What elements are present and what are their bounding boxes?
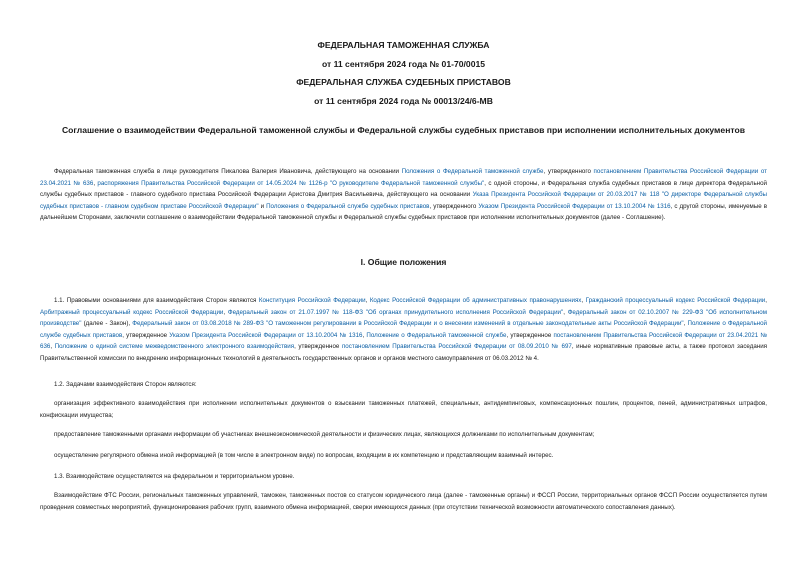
text: ,	[223, 308, 228, 316]
text: ,	[50, 343, 55, 351]
agency-fssp-date-number: от 11 сентября 2024 года № 00013/24/6-МВ	[314, 96, 493, 106]
text: ,	[362, 331, 367, 339]
link-president-decree-118[interactable]: Указа Президента Российской Федерации от 20.03.2017 № 118 "О директоре Федеральной службы судебных приставов - главном судебном приставе Российской Федерации"	[40, 191, 767, 210]
paragraph-1-2-task-2: предоставление таможенными органами информации об участниках внешнеэкономической деятельности и физических лицах, являющихся должниками по исполнительным документам;	[54, 431, 595, 438]
link-president-decree-1316-2[interactable]: Указом Президента Российской Федерации от 13.10.2004 № 1316	[169, 331, 363, 339]
text: и	[258, 202, 267, 210]
text: ,	[683, 320, 688, 328]
paragraph-1-2: 1.2. Задачами взаимодействия Сторон являются:	[54, 381, 197, 388]
link-smev-regulation[interactable]: Положение о единой системе межведомственного электронного взаимодействия	[54, 343, 295, 351]
section-heading-general: I. Общие положения	[360, 257, 447, 267]
link-government-decree-636-2[interactable]: постановлением Правительства Российской Федерации от 23.04.2021 № 636	[40, 331, 767, 351]
text: , утвержденного	[543, 168, 594, 175]
link-apk[interactable]: Арбитражный процессуальный кодекс Российской Федерации	[40, 308, 224, 316]
link-fts-regulation-2[interactable]: Положение о Федеральной таможенной службе	[366, 331, 507, 339]
link-gpk[interactable]: Гражданский процессуальный кодекс Российской Федерации	[585, 297, 766, 304]
text: , утвержденное	[506, 331, 554, 339]
link-fssp-regulation[interactable]: Положения о Федеральной службе судебных приставов	[266, 202, 430, 210]
paragraph-1-3: 1.3. Взаимодействие осуществляется на федеральном и территориальном уровне.	[54, 473, 295, 480]
paragraph-1-2-task-1: организация эффективного взаимодействия при исполнении исполнительных документов о взыскании таможенных платежей, специальных, антидемпинговых, компенсационных пошлин, процентов, пеней, административных штрафов, конфискации имущества;	[40, 400, 767, 419]
text: ,	[765, 297, 767, 304]
agency-fssp-heading: ФЕДЕРАЛЬНАЯ СЛУЖБА СУДЕБНЫХ ПРИСТАВОВ	[296, 77, 511, 87]
paragraph-1-3-detail: Взаимодействие ФТС России, региональных таможенных управлений, таможен, таможенных постов со статусом юридического лица (далее - таможенные органы) и ФССП России, территориальных органов ФССП России осуществляется путем проведения совместных мероприятий, функционирования рабочих групп, взаимного обмена информацией, сверки имеющихся данных (при отсутствии технической возможности автоматического сопоставления данных).	[40, 492, 767, 511]
text: , утвержденное	[122, 331, 170, 339]
document-title: Соглашение о взаимодействии Федеральной таможенной службы и Федеральной службы судебных приставов при исполнении исполнительных документов	[61, 125, 746, 135]
link-government-decree-697[interactable]: постановлением Правительства Российской Федерации от 08.09.2010 № 697	[341, 343, 572, 351]
link-law-229fz[interactable]: Федеральный закон от 02.10.2007 № 229-ФЗ "Об исполнительном производстве"	[40, 308, 768, 328]
text: 1.1. Правовыми основаниями для взаимодействия Сторон являются	[54, 297, 259, 304]
text: Федеральная таможенная служба в лице руководителя Пикалова Валерия Ивановича, действующего на основании	[54, 168, 402, 175]
text: , иные нормативные правовые акты, а также протокол заседания Правительственной комиссии по внедрению информационных технологий в деятельность государственных органов и органов местного самоуправления от 06.03.2012 № 4.	[40, 343, 768, 362]
agency-fts-date-number: от 11 сентября 2024 года № 01-70/0015	[321, 59, 486, 69]
link-fts-regulation[interactable]: Положения о Федеральной таможенной службе	[401, 168, 544, 175]
link-government-decree-636[interactable]: постановлением Правительства Российской Федерации от 23.04.2021 № 636	[40, 168, 767, 187]
link-government-order-1126[interactable]: распоряжения Правительства Российской Федерации от 14.05.2024 № 1126-р "О руководителе Федеральной таможенной службы"	[97, 179, 485, 187]
link-constitution[interactable]: Конституция Российской Федерации	[258, 297, 366, 304]
text: ,	[93, 179, 98, 187]
link-president-decree-1316[interactable]: Указом Президента Российской Федерации от 13.10.2004 № 1316	[478, 202, 671, 210]
link-law-118fz[interactable]: Федеральный закон от 21.07.1997 № 118-ФЗ "Об органах принудительного исполнения Российской Федерации"	[227, 308, 564, 316]
text: , утвержденное	[294, 343, 342, 351]
link-koap[interactable]: Кодекс Российской Федерации об административных правонарушениях	[369, 297, 582, 304]
text: , с одной стороны, и Федеральная служба судебных приставов в лице директора Федеральной службы судебных приставов - главного судебного пристава Российской Федерации Аристова Дмитрия Васильевича, действующего на основании	[40, 179, 767, 199]
text: , утвержденного	[429, 202, 479, 210]
paragraph-1-1	[40, 295, 767, 365]
link-fssp-regulation-2[interactable]: Положение о Федеральной службе судебных приставов	[40, 320, 767, 339]
paragraph-1-2-task-3: осуществление регулярного обмена иной информацией (в том числе в электронном виде) по вопросам, входящим в их компетенцию и представляющим взаимный интерес.	[54, 452, 554, 459]
text: ,	[563, 308, 568, 316]
link-law-289fz[interactable]: Федеральный закон от 03.08.2018 № 289-ФЗ "О таможенном регулировании в Российской Федерации и о внесении изменений в отдельные законодательные акты Российской Федерации"	[132, 320, 684, 328]
preamble-paragraph	[40, 166, 767, 224]
text: ,	[365, 297, 370, 304]
text: , с другой стороны, именуемые в дальнейшем Сторонами, заключили соглашение о взаимодействии Федеральной таможенной службы и Федеральной службы судебных приставов при исполнении исполнительных документов (далее - Соглашение).	[40, 202, 768, 222]
agency-fts-heading: ФЕДЕРАЛЬНАЯ ТАМОЖЕННАЯ СЛУЖБА	[317, 40, 490, 50]
text: ,	[581, 297, 586, 304]
text: (далее - Закон),	[81, 320, 133, 328]
